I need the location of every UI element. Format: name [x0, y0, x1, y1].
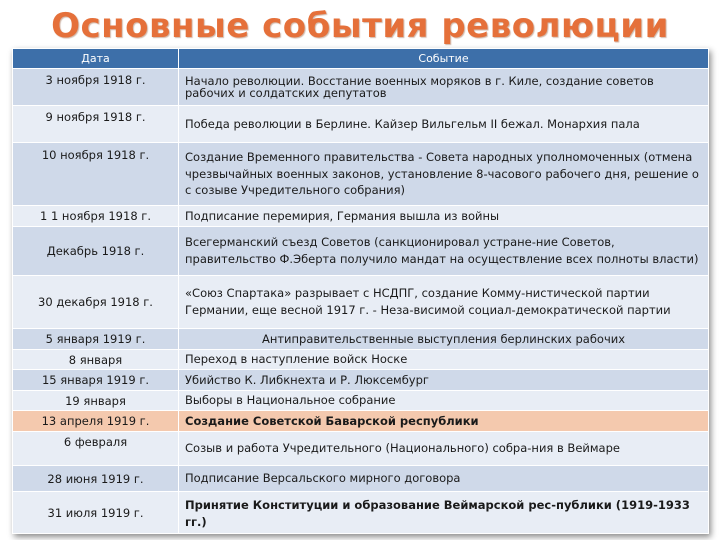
date-cell: 9 ноября 1918 г. [13, 106, 179, 143]
event-cell: «Союз Спартака» разрывает с НСДПГ, создание Комму-нистической партии Германии, еще весной 1917 г. - Неза-висимой социал-демократической партии [179, 276, 709, 329]
page-title: Основные события революции [51, 6, 669, 46]
date-cell: 30 декабря 1918 г. [13, 276, 179, 329]
date-cell: 28 июня 1919 г. [13, 466, 179, 492]
date-cell: 6 февраля [13, 432, 179, 466]
table-row [13, 227, 709, 276]
event-cell: Всегерманский съезд Советов (санкционировал устране-ние Советов, правительство Ф.Эберта получило мандат на осуществление всех полноты власти) [179, 227, 709, 276]
event-cell: Переход в наступление войск Носке [179, 350, 709, 370]
table-row [13, 466, 709, 492]
table-row [13, 106, 709, 143]
date-cell: 8 января [13, 350, 179, 370]
table-row [13, 432, 709, 466]
table-row [13, 492, 709, 534]
date-cell: 10 ноября 1918 г. [13, 143, 179, 206]
date-cell: 3 ноября 1918 г. [13, 69, 179, 106]
events-table [12, 48, 709, 534]
table-row [13, 329, 709, 350]
table-row [13, 350, 709, 370]
table-row [13, 143, 709, 206]
event-cell: Созыв и работа Учредительного (Национального) собра-ния в Веймаре [179, 432, 709, 466]
event-cell: Начало революции. Восстание военных моряков в г. Киле, создание советов рабочих и солдатских депутатов [179, 69, 709, 106]
event-cell: Создание Временного правительства - Совета народных уполномоченных (отмена чрезвычайных военных законов, установление 8-часового рабочего дня, решение о с созыве Учредительного собрания) [179, 143, 709, 206]
event-cell: Создание Советской Баварской республики [179, 411, 709, 432]
event-cell: Выборы в Национальное собрание [179, 391, 709, 411]
date-cell: 15 января 1919 г. [13, 370, 179, 391]
date-cell: 5 января 1919 г. [13, 329, 179, 350]
table-row-highlighted [13, 411, 709, 432]
table-row [13, 391, 709, 411]
event-cell: Антиправительственные выступления берлинских рабочих [179, 329, 709, 350]
date-cell: 1 1 ноября 1918 г. [13, 206, 179, 227]
date-cell: 13 апреля 1919 г. [13, 411, 179, 432]
date-cell: 19 января [13, 391, 179, 411]
table-header-row [13, 49, 709, 69]
date-cell: Декабрь 1918 г. [13, 227, 179, 276]
table-row [13, 370, 709, 391]
table-row [13, 276, 709, 329]
event-cell: Подписание перемирия, Германия вышла из войны [179, 206, 709, 227]
date-cell: 31 июля 1919 г. [13, 492, 179, 534]
event-cell: Подписание Версальского мирного договора [179, 466, 709, 492]
table-row [13, 69, 709, 106]
event-cell: Принятие Конституции и образование Веймарской рес-публики (1919-1933 гг.) [179, 492, 709, 534]
column-header-date: Дата [13, 49, 179, 69]
table-row [13, 206, 709, 227]
event-cell: Победа революции в Берлине. Кайзер Вильгельм II бежал. Монархия пала [179, 106, 709, 143]
event-cell: Убийство К. Либкнехта и Р. Люксембург [179, 370, 709, 391]
column-header-event: Событие [179, 49, 709, 69]
